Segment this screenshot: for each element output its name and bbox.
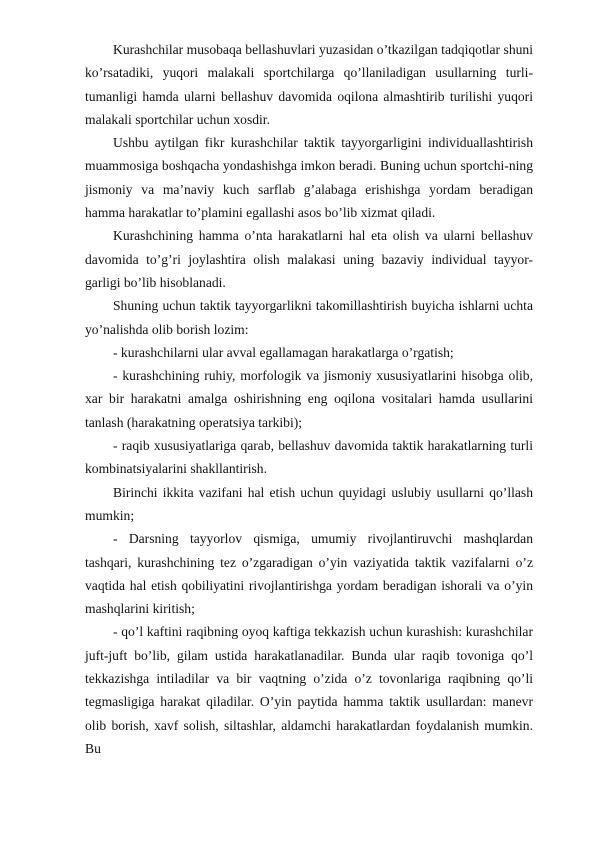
paragraph-4: Shuning uchun taktik tayyorgarlikni takomillashtirish buyicha ishlarni uchta yo’nalishda olib borish lozim: bbox=[85, 298, 533, 337]
paragraph-2: Ushbu aytilgan fikr kurashchilar taktik tayyorgarligini individuallashtirish muammosiga boshqacha yondashishga imkon beradi. Buning uchun sportchi-ning jismoniy va ma’naviy kuch sarflab g’alabaga erishishga yordam beradigan hamma harakatlar to’plamini egallashi asos bo’lib xizmat qiladi. bbox=[85, 135, 533, 221]
list-item-4: - Darsning tayyorlov qismiga, umumiy rivojlantiruvchi mashqlardan tashqari, kurashchining tez o’zgaradigan o’yin vaziyatida taktik vazifalarni o’z vaqtida hal etish qobiliyatini rivojlantirishga yordam beradigan ishorali va o’yin mashqlarini kiritish; bbox=[85, 531, 533, 617]
paragraph-1: Kurashchilar musobaqa bellashuvlari yuzasidan o’tkazilgan tadqiqotlar shuni ko’rsatadiki, yuqori malakali sportchilarga qo’llaniladigan usullarning turli-tumanligi hamda ularni bellashuv davomida oqilona almashtirib turilishi yuqori malakali sportchilar uchun xosdir. bbox=[85, 42, 533, 127]
paragraph-5: Birinchi ikkita vazifani hal etish uchun quyidagi uslubiy usullarni qo’llash mumkin; bbox=[85, 484, 533, 523]
paragraph-3: Kurashchining hamma o’nta harakatlarni hal eta olish va ularni bellashuv davomida to’g’ri joylashtira olish malakasi uning bazaviy individual tayyor-garligi bo’lib hisoblanadi. bbox=[85, 228, 533, 290]
list-item-3: - raqib xususiyatlariga qarab, bellashuv davomida taktik harakatlarning turli kombinatsiyalarini shakllantirish. bbox=[85, 438, 533, 477]
list-item-1: - kurashchilarni ular avval egallamagan harakatlarga o’rgatish; bbox=[113, 344, 454, 360]
document-body bbox=[85, 38, 533, 760]
list-item-2: - kurashchining ruhiy, morfologik va jismoniy xususiyatlarini hisobga olib, xar bir harakatni amalga oshirishning eng oqilona vositalari hamda usullarini tanlash (harakatning operatsiya tarkibi); bbox=[85, 368, 533, 430]
list-item-5: - qo’l kaftini raqibning oyoq kaftiga tekkazish uchun kurashish: kurashchilar juft-juft bo’lib, gilam ustida harakatlanadilar. Bunda ular raqib tovoniga qo’l tekkazishga intiladilar va bir vaqtning o’zida o’z tovonlariga raqibning qo’li tegmasligiga harakat qiladilar. O’yin paytida hamma taktik usullardan: manevr olib borish, xavf solish, siltashlar, aldamchi harakatlardan foydalanish mumkin. Bu bbox=[85, 624, 533, 756]
